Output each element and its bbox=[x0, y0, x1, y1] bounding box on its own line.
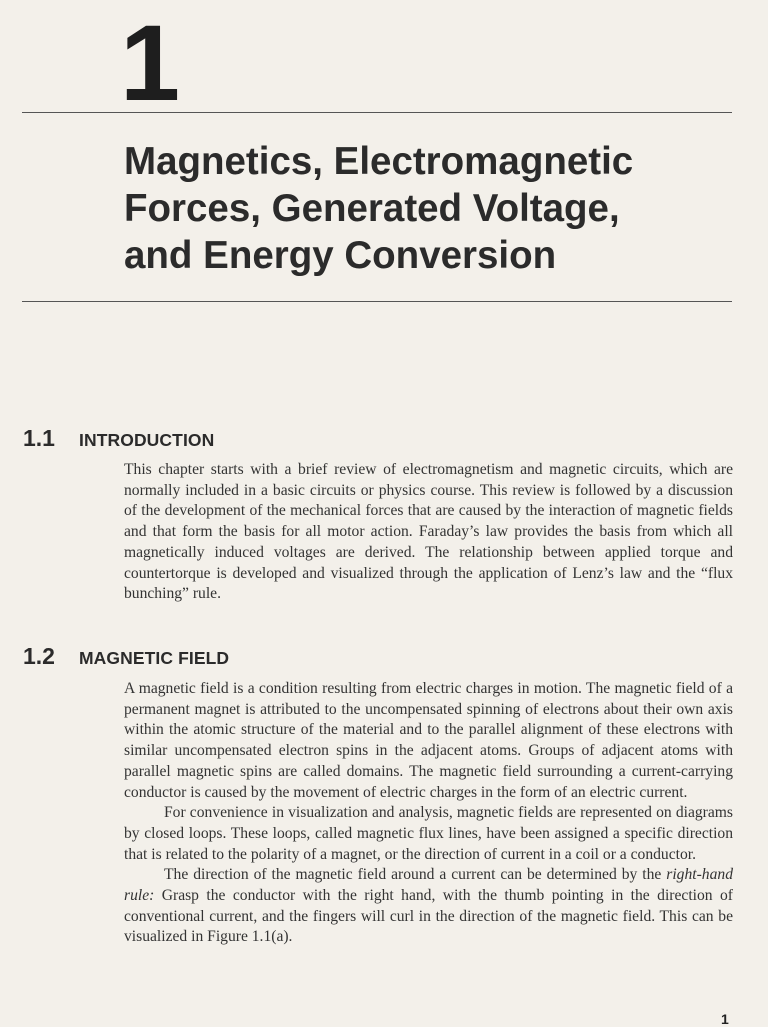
right-hand-rule-paragraph bbox=[124, 865, 733, 948]
chapter-number: 1 bbox=[120, 2, 181, 123]
section-heading-introduction bbox=[23, 425, 214, 453]
chapter-title-line: Forces, Generated Voltage, bbox=[124, 187, 620, 230]
paragraph: This chapter starts with a brief review of electromagnetism and magnetic circuits, which are normally included in a basic circuits or physics course. This review is followed by a discussion of the development of the mechanical forces that are caused by the interaction of magnetic fields and that form the basis for all motor action. Faraday’s law provides the basis from which all magnetically induced voltages are derived. The relationship between applied torque and countertorque is developed and visualized through the application of Lenz’s law and the “flux bunching” rule. bbox=[124, 461, 733, 603]
right-hand-rule-term: right-hand rule: bbox=[124, 866, 733, 905]
chapter-title-line: and Energy Conversion bbox=[124, 234, 557, 277]
magnetic-field-body bbox=[124, 679, 733, 948]
paragraph: A magnetic field is a condition resulting from electric charges in motion. The magnetic field of a permanent magnet is attributed to the uncompensated spinning of electrons about their own axis within the atomic structure of the material and to the parallel alignment of these electrons with similar uncompensated electron spins in the adjacent atoms. Groups of adjacent atoms with parallel magnetic spins are called domains. The magnetic field surrounding a current-carrying conductor is caused by the movement of electric charges in the form of an electric current. bbox=[124, 680, 733, 801]
section-number: 1.2 bbox=[23, 643, 55, 669]
page-number: 1 bbox=[721, 1011, 729, 1027]
paragraph-text: Grasp the conductor with the right hand, with the thumb pointing in the direction of conventional current, and the fingers will curl in the direction of the magnetic field. This can be visualized in Figure 1.1(a). bbox=[124, 887, 733, 946]
section-heading-magnetic-field bbox=[23, 643, 229, 671]
paragraph: For convenience in visualization and analysis, magnetic fields are represented on diagrams by closed loops. These loops, called magnetic flux lines, have been assigned a specific direction that is related to the polarity of a magnet, or the direction of current in a coil or a conductor. bbox=[124, 804, 733, 863]
introduction-body bbox=[124, 460, 733, 605]
section-number: 1.1 bbox=[23, 425, 55, 451]
chapter-title bbox=[124, 138, 744, 279]
chapter-top-rule bbox=[22, 112, 732, 113]
chapter-title-line: Magnetics, Electromagnetic bbox=[124, 140, 634, 183]
section-title: INTRODUCTION bbox=[79, 430, 215, 450]
paragraph-text: The direction of the magnetic field around a current can be determined by the bbox=[164, 866, 667, 884]
section-title: MAGNETIC FIELD bbox=[79, 648, 230, 668]
chapter-bottom-rule bbox=[22, 301, 732, 302]
